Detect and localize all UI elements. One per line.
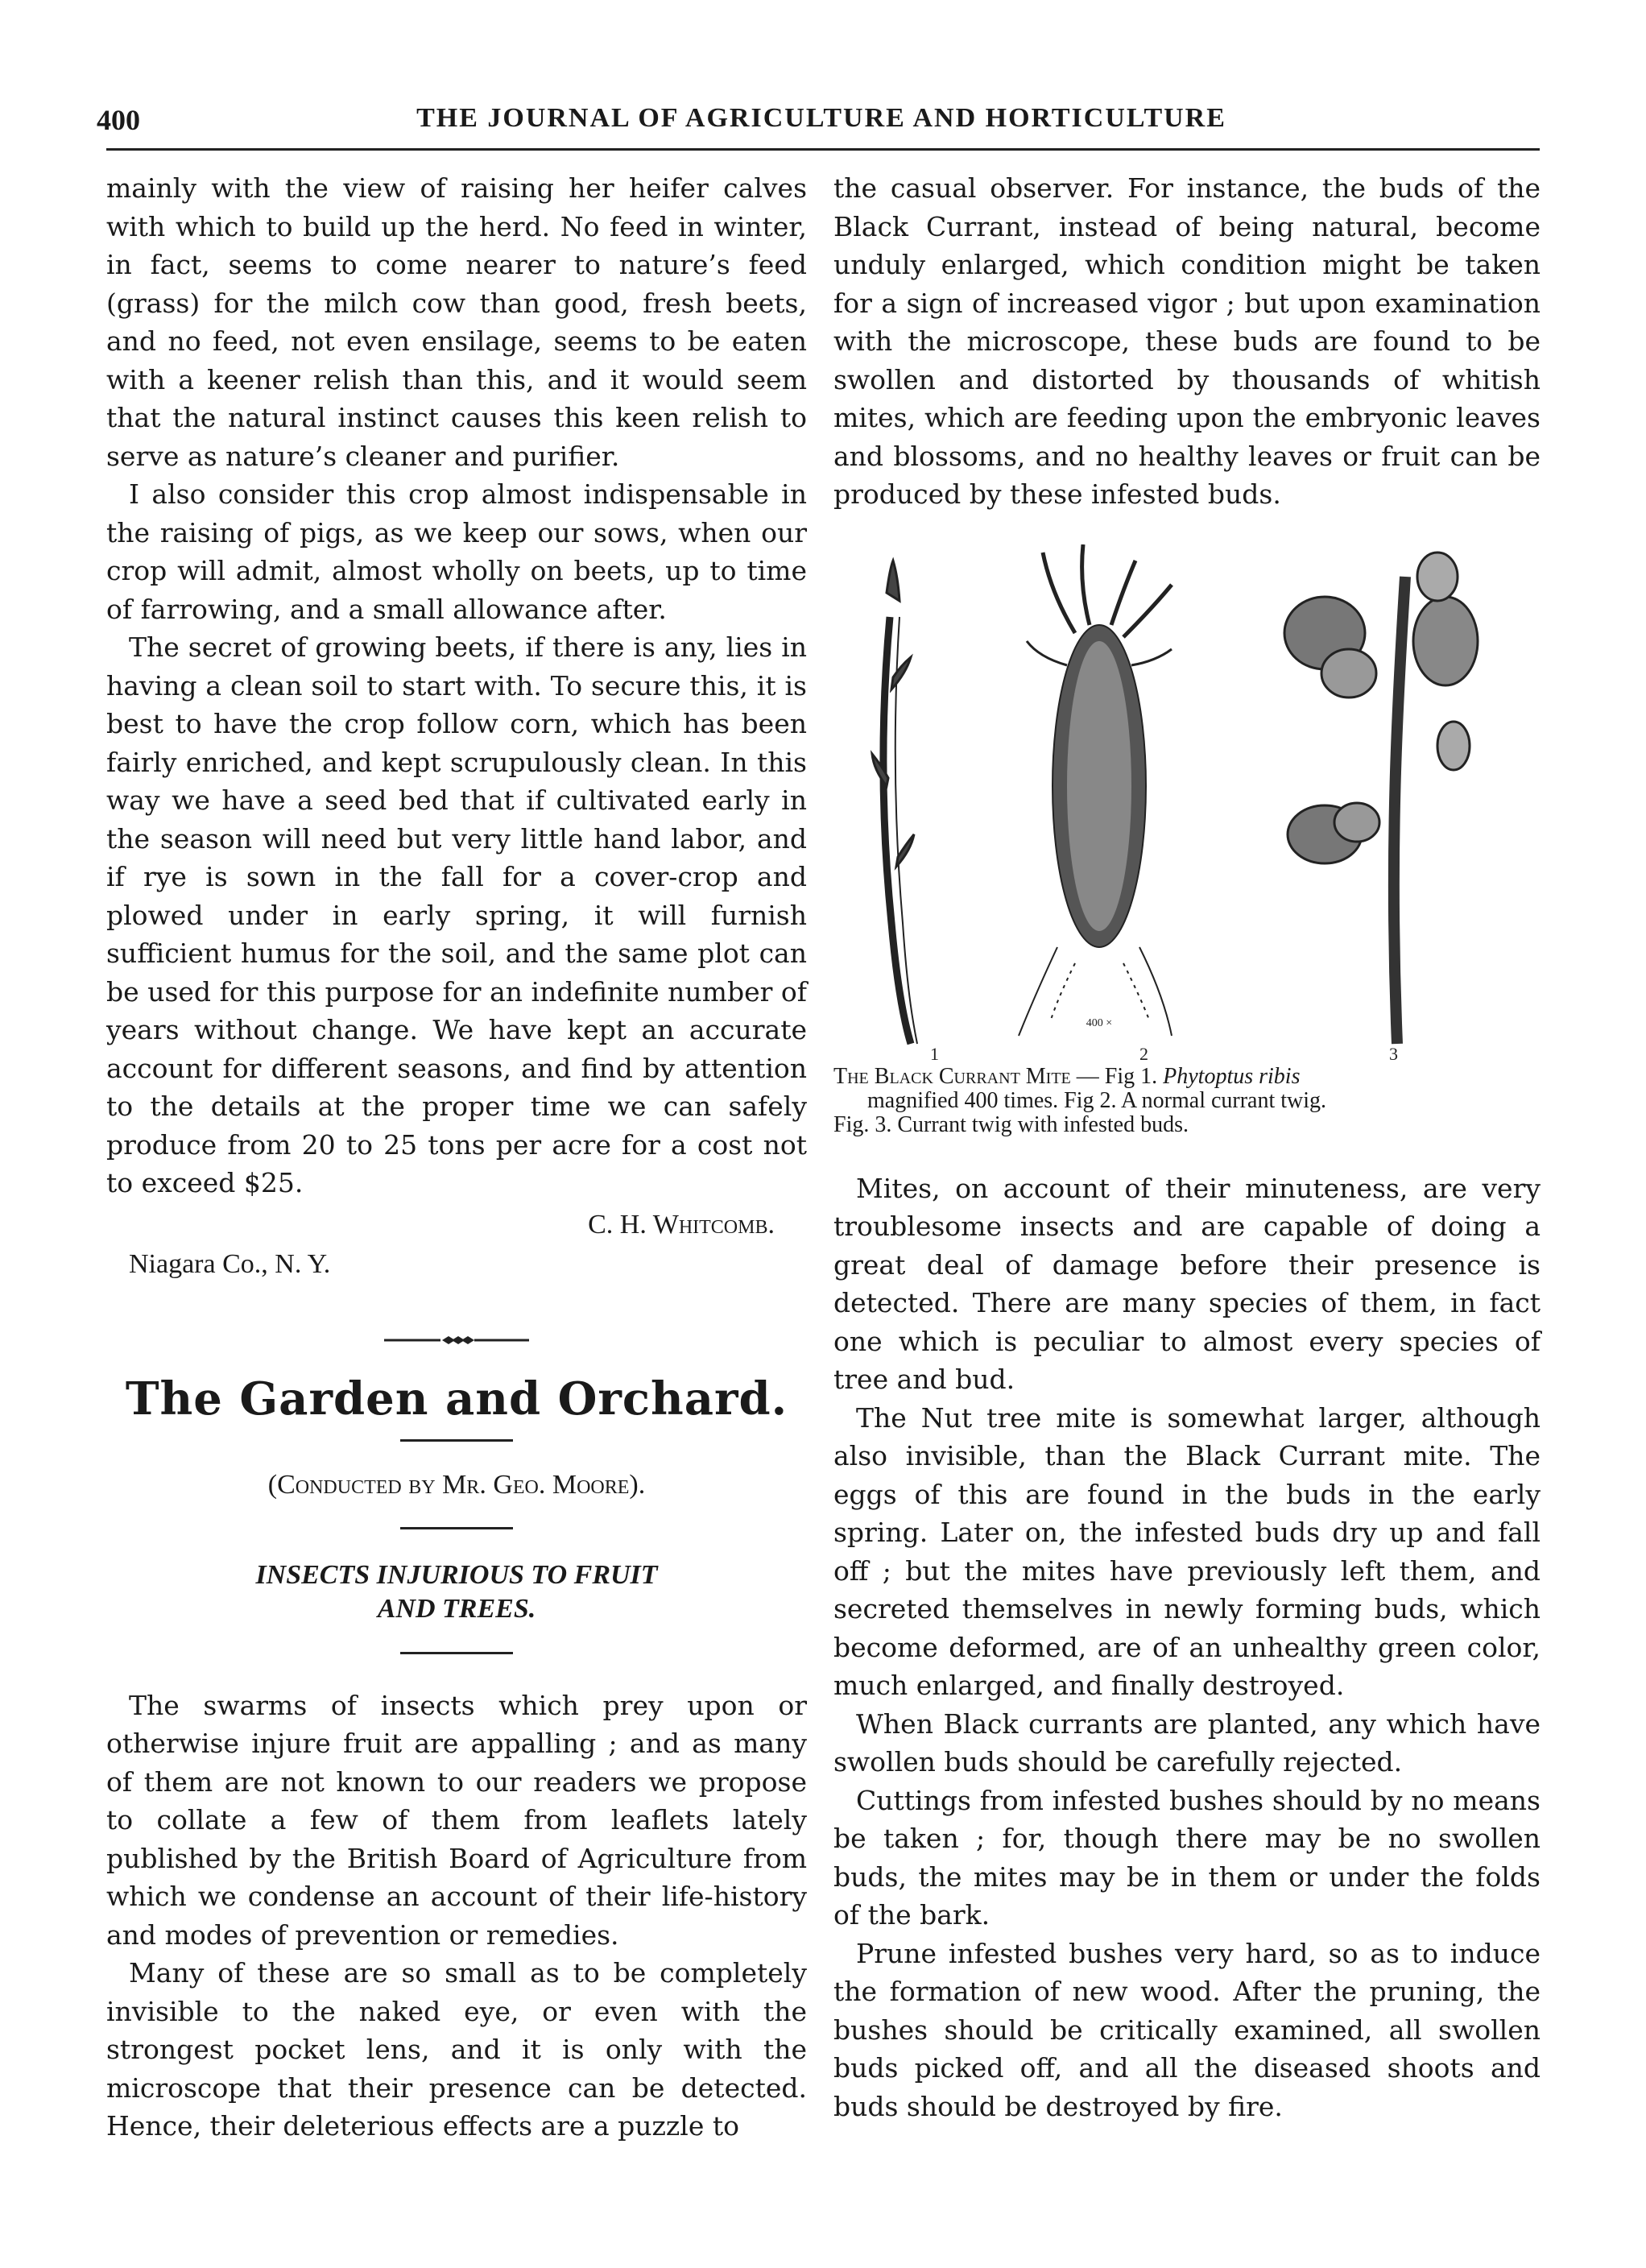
infested-twig-drawing — [1284, 553, 1478, 1044]
mite-illustration — [833, 544, 1541, 1060]
section-ornament — [384, 1332, 529, 1348]
figure-label-2: 2 — [1139, 1043, 1148, 1060]
caption-line: magnified 400 times. Fig 2. A normal currant twig. — [867, 1087, 1327, 1113]
figure-label-1: 1 — [930, 1043, 939, 1060]
black-currant-mite-figure — [833, 544, 1541, 1060]
paragraph: mainly with the view of raising her heifer calves with which to build up the herd. No feed in winter, in fact, seems to come nearer to nature’s feed (grass) for the milch cow than good, fresh beets, and no feed, not even ensilage, seems to be eaten with a keener relish than this, and it would seem that the natural instinct causes this keen relish to serve as nature’s cleaner and purifier. — [106, 172, 807, 472]
paragraph: I also consider this crop almost indispensable in the raising of pigs, as we keep our sows, when our crop will admit, almost wholly on beets, up to time of farrowing, and a small allowance after. — [106, 478, 807, 625]
journal-title: THE JOURNAL OF AGRICULTURE AND HORTICULTURE — [416, 103, 1226, 133]
normal-twig-drawing — [872, 561, 917, 1044]
caption-species: Phytoptus ribis — [1163, 1063, 1301, 1089]
paragraph: Mites, on account of their minuteness, are very troublesome insects and are capable of doing a great deal of damage before their presence is detected. There are many species of them, in fact one which is peculiar to almost every species of tree and bud. — [833, 1172, 1541, 1395]
divider — [400, 1652, 513, 1654]
figure-label-3: 3 — [1389, 1043, 1398, 1060]
signature-text: C. H. Whitcomb. — [588, 1209, 775, 1240]
mite-body-drawing — [1019, 544, 1172, 1036]
paragraph: Many of these are so small as to be completely invisible to the naked eye, or even with the strongest pocket lens, and it is only with the microscope that their presence can be detected. Hence, their deleterious effects are a puzzle to — [106, 1957, 807, 2142]
paragraph: The secret of growing beets, if there is any, lies in having a clean soil to start with. To secure this, it is best to have the crop follow corn, which has been fairly enriched, and kept scrupulously clean. In this way we have a seed bed that if cultivated early in the season will need but very little hand labor, and if rye is sown in the fall for a cover-crop and plowed under in early spring, it will furnish sufficient humus for the soil, and the same plot can be used for this purpose for an indefinite number of years without change. We have kept an accurate account for different seasons, and find by attention to the details at the proper time we can safely produce from 20 to 25 tons per acre for a cost not to exceed $25. — [106, 631, 807, 1198]
page-header — [97, 95, 1546, 143]
article-title — [106, 1558, 807, 1626]
author-signature — [106, 1206, 807, 1244]
paragraph: The swarms of insects which prey upon or otherwise injure fruit are appalling ; and as many of them are not known to our readers we propose to collate a few of them from leaflets lately published by the British Board of Agriculture from which we condense an account of their life-history and modes of prevention or remedies. — [106, 1689, 807, 1951]
page-number: 400 — [97, 104, 140, 136]
paragraph: Cuttings from infested bushes should by no means be taken ; for, though there may be no swollen buds, the mites may be in them or under the folds of the bark. — [833, 1784, 1541, 1931]
caption-dash: — Fig 1. — [1070, 1063, 1164, 1089]
paragraph: The Nut tree mite is somewhat larger, although also invisible, than the Black Currant mite. The eggs of this are found in the buds in the early spring. Later on, the infested buds dry up and fall off ; but the mites have previously left them, and secreted themselves in newly forming buds, which become deformed, are of an unhealthy green color, much enlarged, and finally destroyed. — [833, 1401, 1541, 1701]
divider — [400, 1527, 513, 1529]
header-rule — [106, 148, 1540, 151]
caption-line: Fig. 3. Currant twig with infested buds. — [833, 1111, 1189, 1137]
right-column — [833, 169, 1541, 2125]
left-column — [106, 169, 807, 2146]
author-location: Niagara Co., N. Y. — [129, 1249, 331, 1279]
magnification-label: 400 × — [1086, 1016, 1113, 1029]
article-title-line: INSECTS INJURIOUS TO FRUIT — [255, 1559, 658, 1590]
caption-lead: The Black Currant Mite — [833, 1063, 1071, 1089]
section-title: The Garden and Orchard. — [125, 1372, 788, 1426]
paragraph: the casual observer. For instance, the buds of the Black Currant, instead of being natural, become unduly enlarged, which condition might be taken for a sign of increased vigor ; but upon examination with the microscope, these buds are found to be swollen and distorted by thousands of whitish mites, which are feeding upon the embryonic leaves and blossoms, and no healthy leaves or fruit can be produced by these infested buds. — [833, 172, 1541, 510]
figure-caption — [833, 1065, 1541, 1137]
article-title-line: AND TREES. — [377, 1593, 536, 1624]
paragraph: When Black currants are planted, any which have swollen buds should be carefully rejected. — [833, 1707, 1541, 1778]
paragraph: Prune infested bushes very hard, so as to induce the formation of new wood. After the pruning, the bushes should be critically examined, all swollen buds picked off, and all the diseased shoots and buds should be destroyed by fire. — [833, 1937, 1541, 2122]
divider — [400, 1439, 513, 1442]
section-editor: (Conducted by Mr. Geo. Moore). — [267, 1470, 646, 1500]
